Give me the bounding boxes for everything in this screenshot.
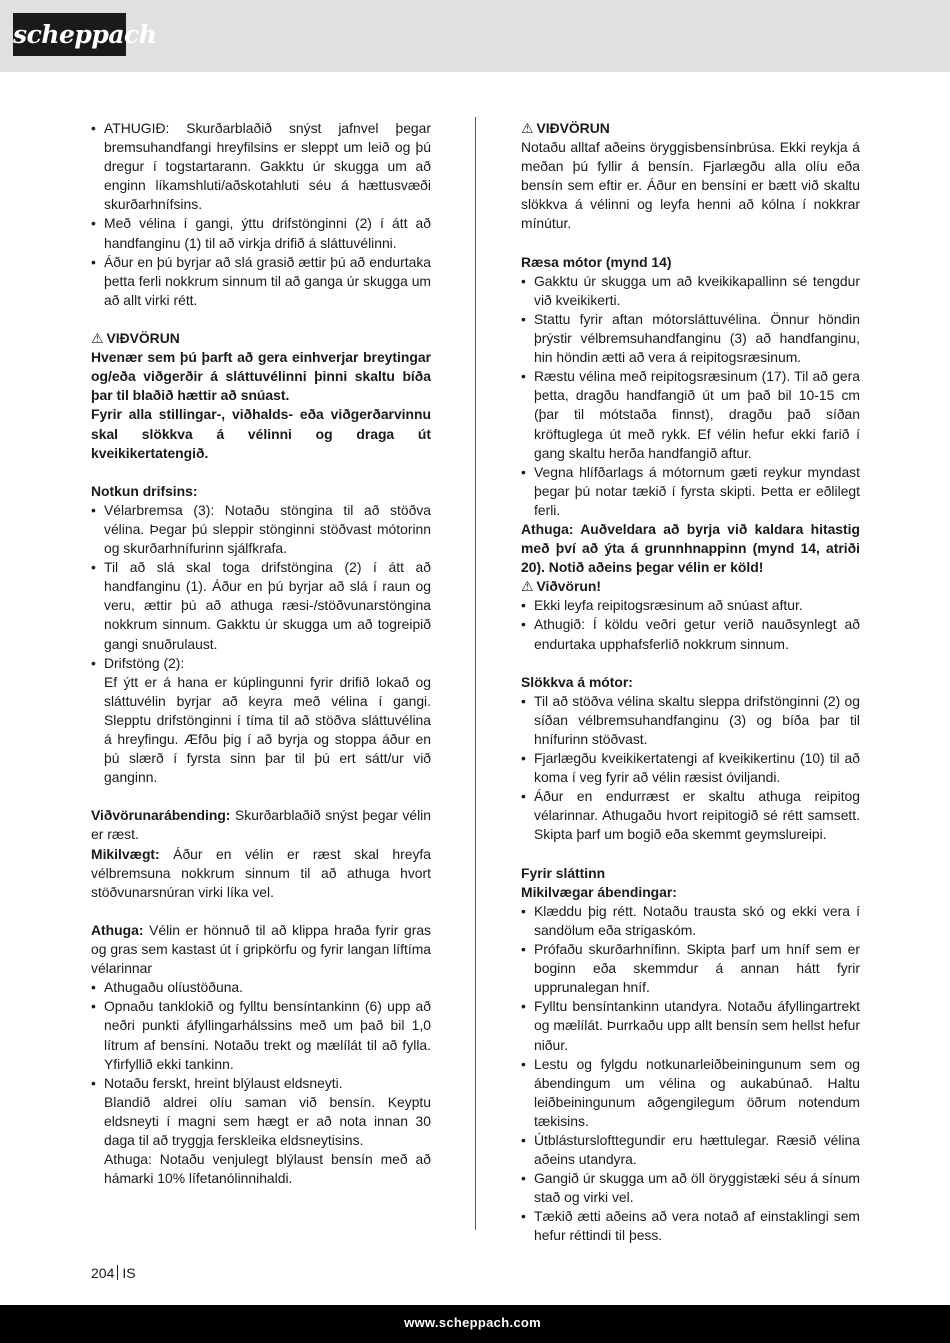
- list-item: • Athugaðu olíustöðuna.: [91, 978, 431, 997]
- warning-paragraph: Hvenær sem þú þarft að gera einhverjar breytingar og/eða viðgerðir á sláttuvélinni þinni skaltu bíða þar til blaðið hættir að snúast.: [91, 349, 431, 404]
- left-column: [91, 119, 431, 1188]
- fuel-bullet-list: [91, 978, 431, 1093]
- list-item: • Klæddu þig rétt. Notaðu trausta skó og ekki vera í sandölum eða strigaskóm.: [521, 902, 860, 940]
- advice-paragraph: Viðvörunarábending: Skurðarblaðið snýst þegar vélin er ræst.: [91, 807, 431, 843]
- list-item: • Áður en endurræst er skaltu athuga reipitog vélarinnar. Athugaðu hvort reipitogið sé rétt samsett. Skipta þarf um bogið eða skemmt geymslureipi.: [521, 787, 860, 844]
- warning-heading: ⚠ VIÐVÖRUN: [521, 119, 860, 138]
- list-item: • Drifstöng (2):: [91, 654, 431, 673]
- section-heading-stop: Slökkva á mótor:: [521, 673, 633, 690]
- list-item: • Gangið úr skugga um að öll öryggistæki séu á sínum stað og virki vel.: [521, 1169, 860, 1207]
- list-item: • Stattu fyrir aftan mótorsláttuvélina. Önnur höndin þrýstir vélbremsuhandfanginu (3) að handfanginu, hin höndin ætti að vera á reipitogsræsinum.: [521, 310, 860, 367]
- list-item: • Athugið: Í köldu veðri getur verið nauðsynlegt að endurtaka upphafsferlið nokkrum sinnum.: [521, 615, 860, 653]
- stop-bullet-list: [521, 692, 860, 845]
- warning-heading-small: ⚠ Viðvörun!: [521, 577, 860, 596]
- list-item: • Tækið ætti aðeins að vera notað af einstaklingi sem hefur réttindi til þess.: [521, 1207, 860, 1245]
- header-band: [0, 0, 950, 72]
- list-item: • Vélarbremsa (3): Notaðu stöngina til að stöðva vélina. Þegar þú sleppir stönginni stöðvast mótorinn og skurðarhnífurinn sjálfkrafa.: [91, 501, 431, 558]
- drive-lever-description: Ef ýtt er á hana er kúplingunni fyrir drifið lokað og sláttuvélin byrjar að keyra með vélina í gangi. Slepptu drifstönginni í tíma til að stöðva sláttuvélina á hreyfingu. Æfðu þig í að byrja og stoppa áður en þú slærð í fyrsta sinn þar til þú ert sátt/ur við ganginn.: [104, 673, 431, 786]
- list-item: • Lestu og fylgdu notkunarleiðbeiningunum sem og ábendingum um vélina og aukabúnað. Haltu leiðbeiningunum aðgengilegum öðrum notendum tækisins.: [521, 1055, 860, 1131]
- list-item: • Opnaðu tanklokið og fylltu bensíntankinn (6) upp að neðri punkti áfyllingarhálssins með um það bil 1,0 lítrum af bensíni. Notaðu trekt og mælílát til að fylla. Yfirfyllið ekki tankinn.: [91, 997, 431, 1073]
- list-item: • Ræstu vélina með reipitogsræsinum (17). Til að gera þetta, dragðu handfangið út um það bil 10-15 cm (þar til mótstaða finnst), dragðu það síðan kröftuglega út með rykk. Ef vélin hefur ekki farið í gang skaltu herða handfangið aftur.: [521, 367, 860, 462]
- list-item: • Ekki leyfa reipitogsræsinum að snúast aftur.: [521, 596, 860, 615]
- right-column: [521, 119, 860, 1246]
- fuel-note: Athuga: Notaðu venjulegt blýlaust bensín með að hámarki 10% lífetanólinnihaldi.: [104, 1151, 431, 1187]
- warning-triangle-icon: ⚠: [521, 578, 534, 595]
- scheppach-logo: scheppach: [13, 13, 126, 56]
- list-item: • Prófaðu skurðarhnífinn. Skipta þarf um hníf sem er boginn eða skemmdur á annan hátt fyrir upprunalegan hníf.: [521, 940, 860, 997]
- list-item: • Útblásturslofttegundir eru hættulegar. Ræsið vélina aðeins utandyra.: [521, 1131, 860, 1169]
- list-item: • Til að stöðva vélina skaltu sleppa drifstönginni (2) og síðan vélbremsuhandfanginu (3) og bíða þar til hnífurinn stöðvast.: [521, 692, 860, 749]
- drive-bullet-list: [91, 501, 431, 673]
- warning-heading: ⚠ VIÐVÖRUN: [91, 329, 431, 348]
- list-item: • Til að slá skal toga drifstöngina (2) í átt að handfanginu (1). Áður en þú byrjar að slá í raun og veru, ættir þú að athuga ræsi-/stöðvunarstöngina nokkrum sinnum. Gakktu úr skugga um að togreipið gangi snuðrulaust.: [91, 558, 431, 653]
- list-item: • Fylltu bensíntankinn utandyra. Notaðu áfyllingartrekt og mælílát. Þurrkaðu upp allt bensín sem hellst hefur niður.: [521, 997, 860, 1054]
- section-heading-drive: Notkun drifsins:: [91, 482, 198, 499]
- mowing-bullet-list: [521, 902, 860, 1246]
- note-paragraph: Athuga: Vélin er hönnuð til að klippa hraða fyrir gras og gras sem kastast út í gripkörfu og fyrir langan líftíma vélarinnar: [91, 921, 431, 977]
- fuel-description: Blandið aldrei olíu saman við bensín. Keyptu eldsneyti í magni sem hægt er að nota innan 30 daga til að tryggja ferskleika eldsneytisins.: [104, 1093, 431, 1148]
- warning-paragraph: Fyrir alla stillingar-, viðhalds- eða viðgerðarvinnu skal slökkva á vélinni og draga út kveikikertatengið.: [91, 406, 431, 461]
- warning-triangle-icon: ⚠: [91, 330, 104, 347]
- section-heading-start: Ræsa mótor (mynd 14): [521, 253, 672, 270]
- section-subheading: Mikilvægar ábendingar:: [521, 883, 677, 900]
- list-item: • Gakktu úr skugga um að kveikikapallinn sé tengdur við kveikikerti.: [521, 272, 860, 310]
- start-note: Athuga: Auðveldara að byrja við kaldara hitastig með því að ýta á grunnhnappinn (mynd 14, atriði 20). Notið aðeins þegar vélin er köld!: [521, 520, 860, 576]
- section-heading-mowing: Fyrir sláttinn: [521, 864, 606, 881]
- list-item: • Fjarlægðu kveikikertatengi af kveikikertinu (10) til að koma í veg fyrir að vélin ræsist óviljandi.: [521, 749, 860, 787]
- footer-band: [0, 1305, 950, 1343]
- warning-paragraph: Notaðu alltaf aðeins öryggisbensínbrúsa. Ekki reykja á meðan þú fyllir á bensín. Fjarlægðu alla olíu eða bensín sem eftir er. Áður en bensíni er bætt við skaltu slökkva á vélinni og leyfa henni að kólna í nokkrar mínútur.: [521, 139, 860, 232]
- intro-bullet-list: [91, 119, 431, 310]
- list-item: • Með vélina í gangi, ýttu drifstönginni (2) í átt að handfanginu (1) til að virkja drifið á sláttuvélinni.: [91, 214, 431, 252]
- column-divider: [475, 117, 476, 1230]
- start-bullet-list: [521, 272, 860, 520]
- list-item: • Áður en þú byrjar að slá grasið ættir þú að endurtaka þetta ferli nokkrum sinnum til að ganga úr skugga um að allt virki rétt.: [91, 253, 431, 310]
- website-url: www.scheppach.com: [404, 1315, 541, 1330]
- list-item: • Notaðu ferskt, hreint blýlaust eldsneyti.: [91, 1074, 431, 1093]
- list-item: • Vegna hlífðarlags á mótornum gæti reykur myndast þegar þú notar tækið í fyrsta skipti. Þetta er eðlilegt ferli.: [521, 463, 860, 520]
- warning-triangle-icon: ⚠: [521, 120, 534, 136]
- important-paragraph: Mikilvægt: Áður en vélin er ræst skal hreyfa vélbremsuna nokkrum sinnum til að athuga hvort stöðvunarsnúran virki líka vel.: [91, 845, 431, 900]
- list-item: • ATHUGIÐ: Skurðarblaðið snýst jafnvel þegar bremsuhandfangi hreyfilsins er sleppt um leið og þú dregur í togstartarann. Gakktu úr skugga um að enginn líkamshluti/aðskotahluti séu á hættusvæði skurðarhnífsins.: [91, 119, 431, 214]
- warning-bullet-list: [521, 596, 860, 653]
- page-number: 204 IS: [91, 1265, 136, 1281]
